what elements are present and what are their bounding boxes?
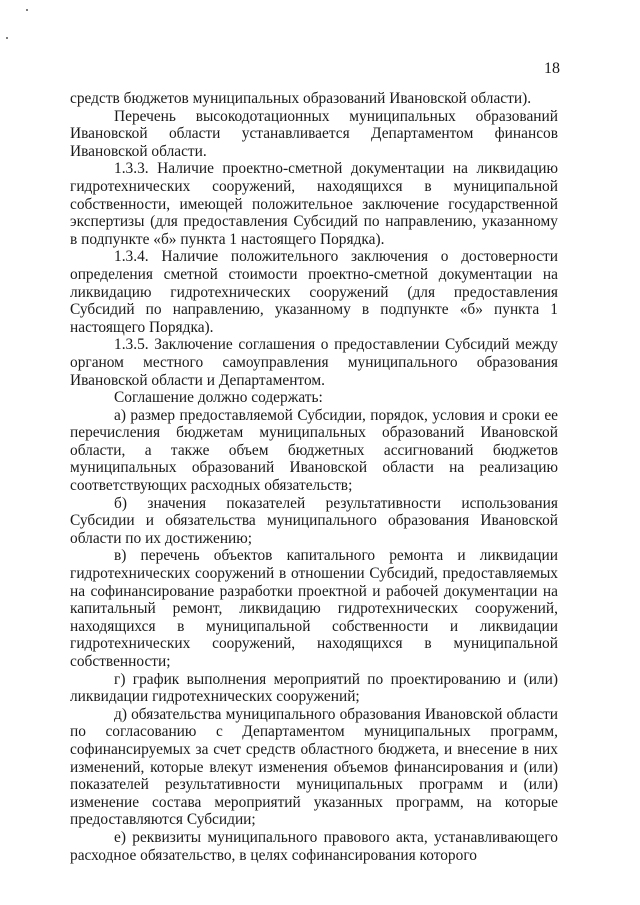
paragraph-1-3-5: 1.3.5. Заключение соглашения о предоставлении Субсидий между органом местного самоуправления муниципального образования Ивановской области и Департаментом. xyxy=(70,336,558,389)
paragraph-item-g: г) график выполнения мероприятий по проектированию и (или) ликвидации гидротехнических сооружений; xyxy=(70,670,558,706)
paragraph-item-d: д) обязательства муниципального образования Ивановской области по согласованию с Департаментом муниципальных программ, софинансируемых за счет средств областного бюджета, и внесение в них изменений, которые влекут изменения объемов финансирования и (или) показателей результативности муниципальных программ и (или) изменение состава мероприятий указанных программ, на которые предоставляются Субсидии; xyxy=(70,705,558,829)
paragraph-item-v: в) перечень объектов капитального ремонта и ликвидации гидротехнических сооружений в отношении Субсидий, предоставляемых на софинансирование разработки проектной и рабочей документации на капитальный ремонт, ликвидацию гидротехнических сооружений, находящихся в муниципальной собственности и ликвидации гидротехнических сооружений, находящихся в муниципальной собственности; xyxy=(70,547,558,670)
paragraph-1-3-4: 1.3.4. Наличие положительного заключения о достоверности определения сметной стоимости проектно-сметной документации на ликвидацию гидротехнических сооружений (для предоставления Субсидий по направлению, указанному в подпункте «б» пункта 1 настоящего Порядка). xyxy=(70,248,558,336)
paragraph-list-note: Перечень высокодотационных муниципальных образований Ивановской области устанавливается Департаментом финансов Ивановской области. xyxy=(70,107,558,160)
page-number: 18 xyxy=(544,60,560,77)
paragraph-item-e: е) реквизиты муниципального правового акта, устанавливающего расходное обязательство, в целях софинансирования которого xyxy=(70,828,558,864)
scan-speck xyxy=(6,37,8,39)
paragraph-agreement-intro: Соглашение должно содержать: xyxy=(114,389,323,407)
paragraph-item-a: а) размер предоставляемой Субсидии, порядок, условия и сроки ее перечисления бюджетам муниципальных образований Ивановской области, а также объем бюджетных ассигнований бюджетов муниципальных образований Ивановской области на реализацию соответствующих расходных обязательств; xyxy=(70,406,558,495)
paragraph-1-3-3: 1.3.3. Наличие проектно-сметной документации на ликвидацию гидротехнических сооружений, находящихся в муниципальной собственности, имеющей положительное заключение государственной экспертизы (для предоставления Субсидий по направлению, указанному в подпункте «б» пункта 1 настоящего Порядка). xyxy=(70,160,558,248)
paragraph-continuation: средств бюджетов муниципальных образований Ивановской области). xyxy=(70,90,532,107)
document-body xyxy=(70,90,558,864)
scan-speck xyxy=(26,9,28,11)
paragraph-item-b: б) значения показателей результативности использования Субсидии и обязательства муниципального образования Ивановской области по их достижению; xyxy=(70,494,558,547)
